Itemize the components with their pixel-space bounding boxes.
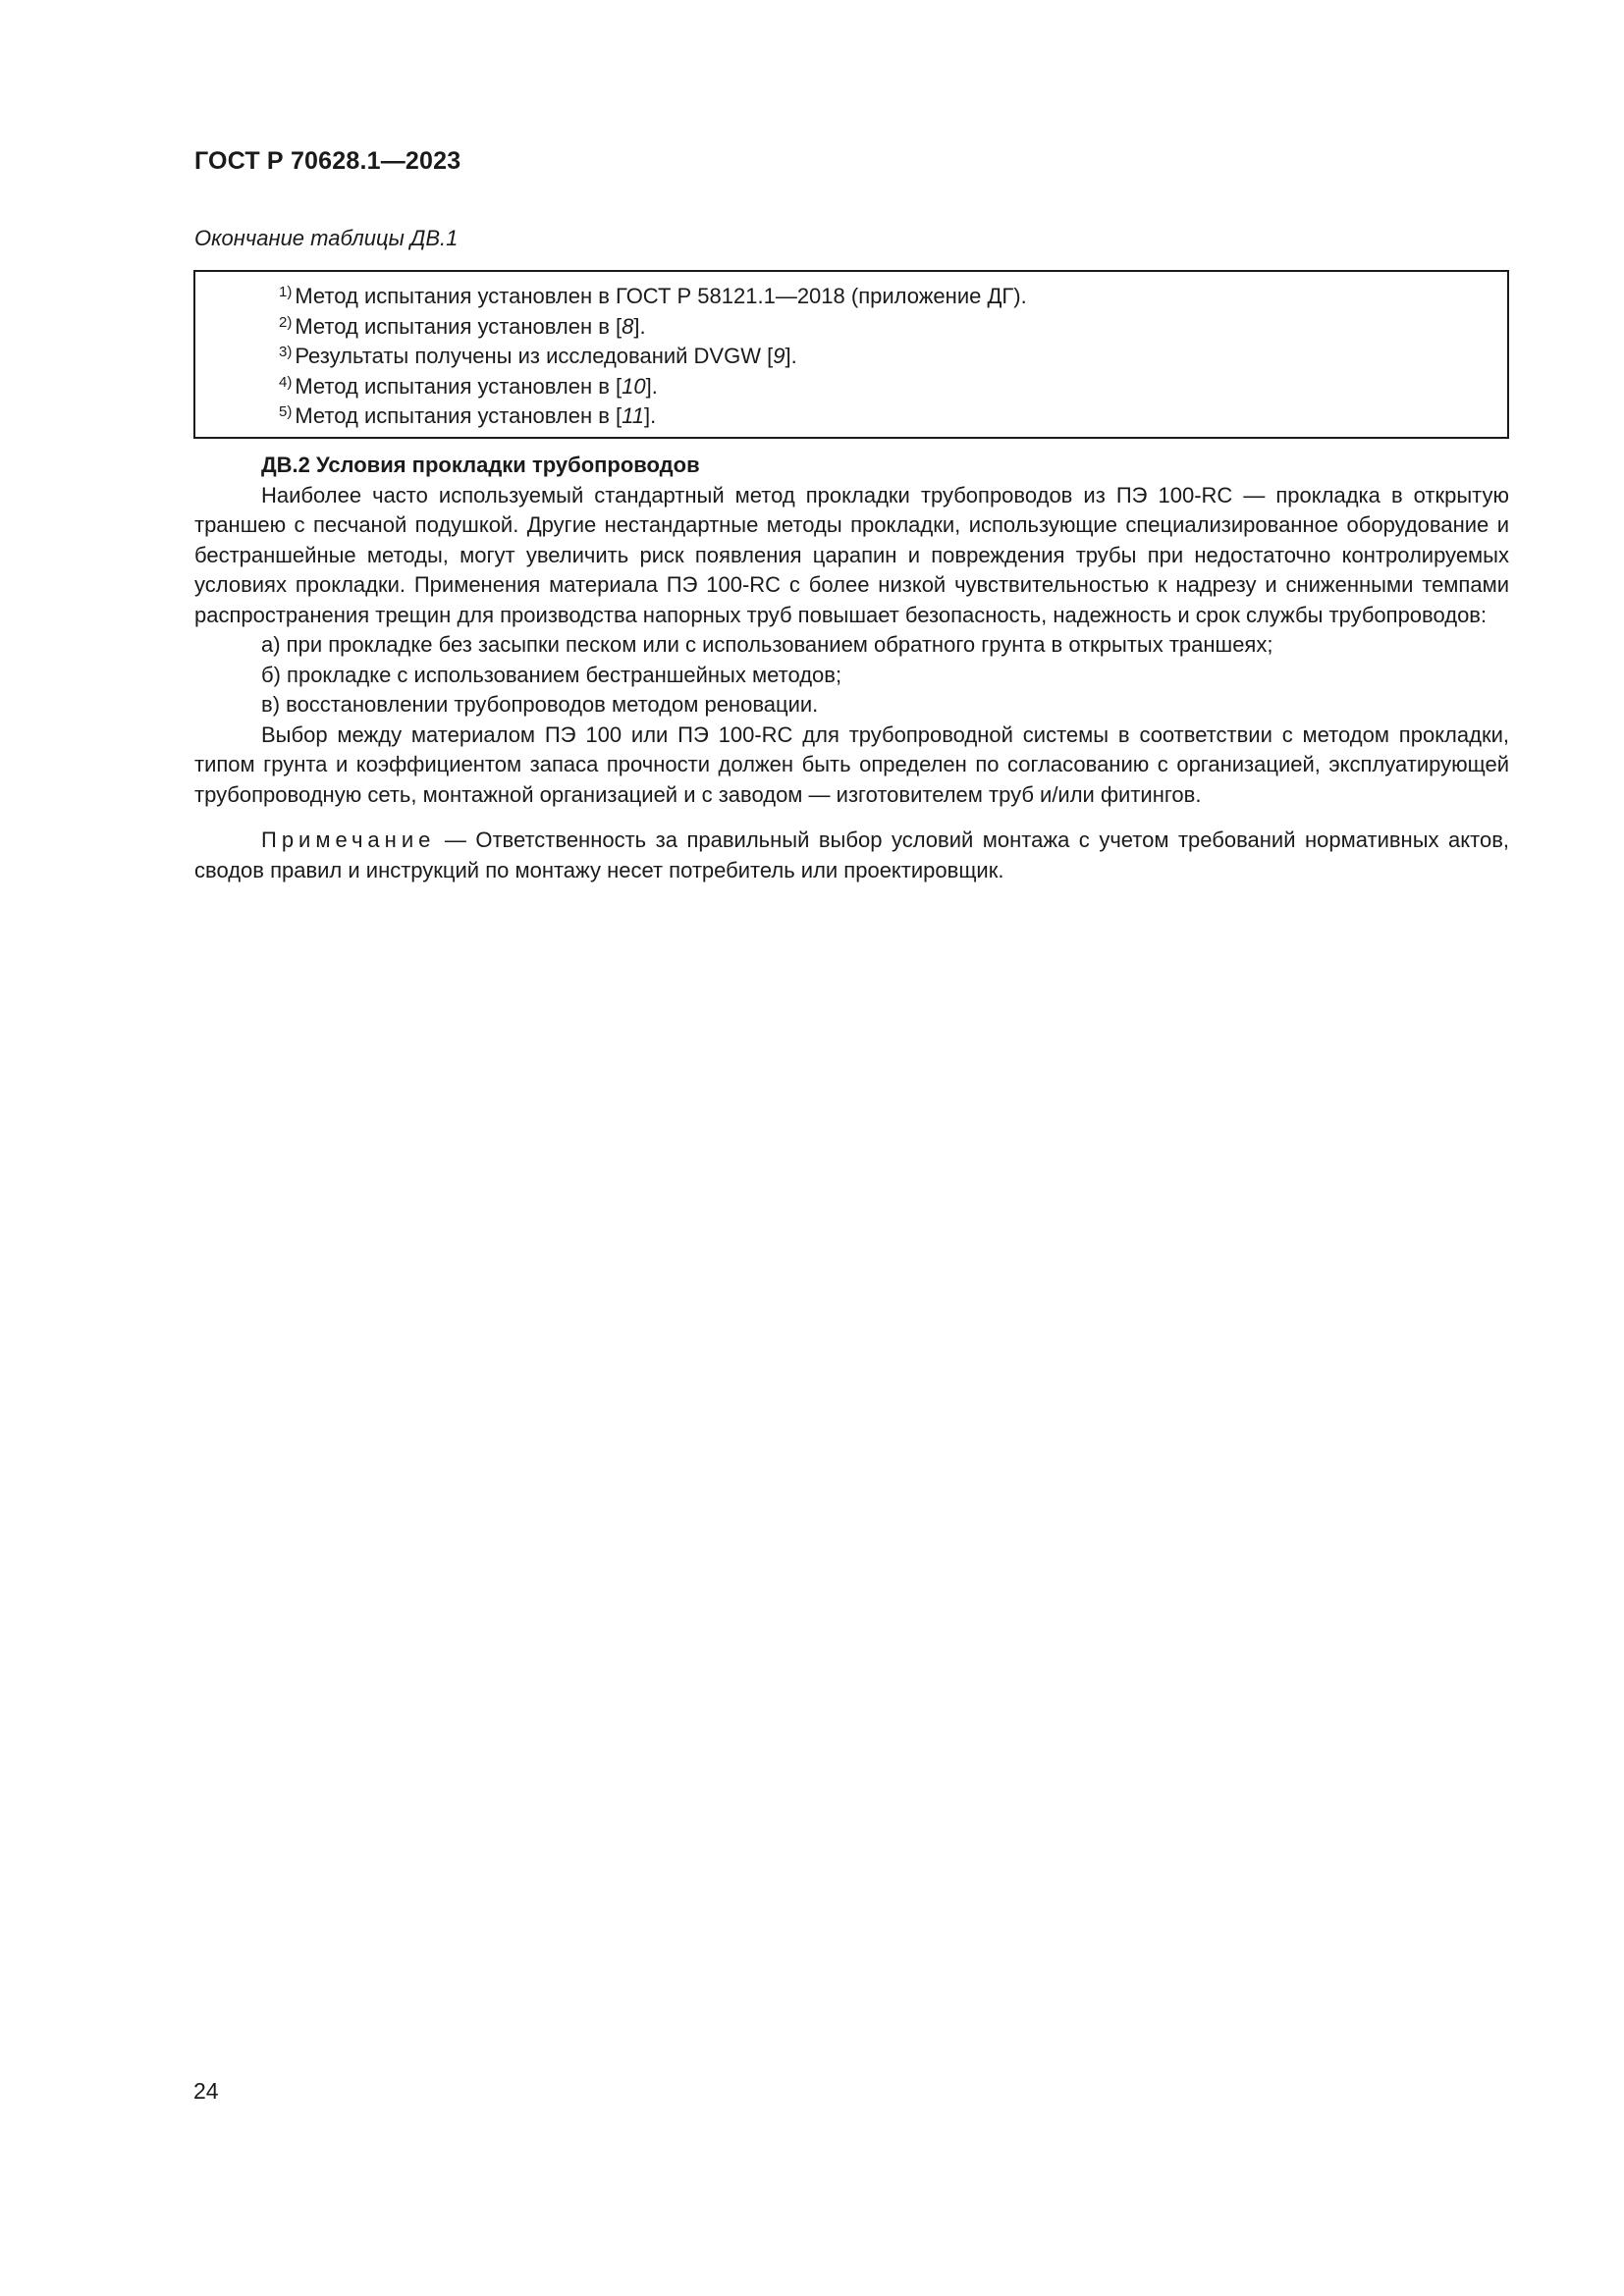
footnote-2: [279, 312, 1507, 343]
footnote-number: 1): [279, 284, 293, 300]
note: [194, 826, 1509, 885]
list-item: б) прокладке с использованием бестраншейных методов;: [261, 662, 842, 687]
footnote-3: [279, 342, 1507, 372]
reference-number: 8: [622, 313, 634, 339]
note-label: Примечание: [261, 828, 436, 852]
page-number: 24: [193, 2078, 219, 2104]
paragraph: Наиболее часто используемый стандартный метод прокладки трубопроводов из ПЭ 100-RC — прокладка в открытую траншею с песчаной подушкой. Другие нестандартные методы прокладки, использующие специализированное оборудование и бестраншейные методы, могут увеличить риск появления царапин и повреждения трубы при недостаточно контролируемых условиях прокладки. Применения материала ПЭ 100-RC с более низкой чувствительностью к надрезу и сниженными темпами распространения трещин для производства напорных труб повышает безопасность, надежность и срок службы трубопроводов:: [194, 482, 1509, 627]
section-body: [194, 451, 1509, 885]
paragraph: Выбор между материалом ПЭ 100 или ПЭ 100-RC для трубопроводной системы в соответствии с методом прокладки, типом грунта и коэффициентом запаса прочности должен быть определен по согласованию с организацией, эксплуатирующей трубопроводную сеть, монтажной организацией и с заводом — изготовителем труб и/или фитингов.: [194, 721, 1509, 807]
footnotes-table: [193, 270, 1509, 439]
footnote-text: Метод испытания установлен в [: [295, 373, 623, 399]
footnote-text: Метод испытания установлен в [: [295, 313, 623, 339]
footnote-text-end: ].: [785, 344, 797, 368]
footnote-text: Метод испытания установлен в ГОСТ Р 58121.1—2018 (приложение ДГ).: [295, 284, 1027, 308]
footnote-5: [279, 401, 1507, 432]
section-title: ДВ.2 Условия прокладки трубопроводов: [261, 453, 700, 477]
reference-number: 11: [622, 403, 644, 428]
footnote-text-end: ].: [643, 403, 657, 428]
footnote-number: 4): [279, 373, 293, 391]
list-item: в) восстановлении трубопроводов методом реновации.: [261, 692, 819, 717]
footnote-text: Результаты получены из исследований DVGW [: [295, 344, 774, 368]
footnote-number: 3): [279, 344, 293, 360]
reference-number: 10: [622, 373, 646, 399]
table-caption: Окончание таблицы ДВ.1: [194, 226, 459, 250]
document-standard-id: ГОСТ Р 70628.1—2023: [194, 147, 461, 175]
reference-number: 9: [773, 344, 785, 368]
footnote-4: [279, 372, 1507, 402]
footnote-number: 2): [279, 313, 293, 331]
list-item: а) при прокладке без засыпки песком или с использованием обратного грунта в открытых траншеях;: [261, 632, 1273, 657]
footnote-text-end: ].: [645, 373, 658, 399]
footnote-number: 5): [279, 403, 293, 420]
footnote-1: [279, 282, 1507, 312]
footnote-text: Метод испытания установлен в [: [295, 403, 623, 428]
footnote-text-end: ].: [633, 313, 646, 339]
note-text: — Ответственность за правильный выбор условий монтажа с учетом требований нормативных актов, сводов правил и инструкций по монтажу несет потребитель или проектировщик.: [194, 828, 1509, 882]
